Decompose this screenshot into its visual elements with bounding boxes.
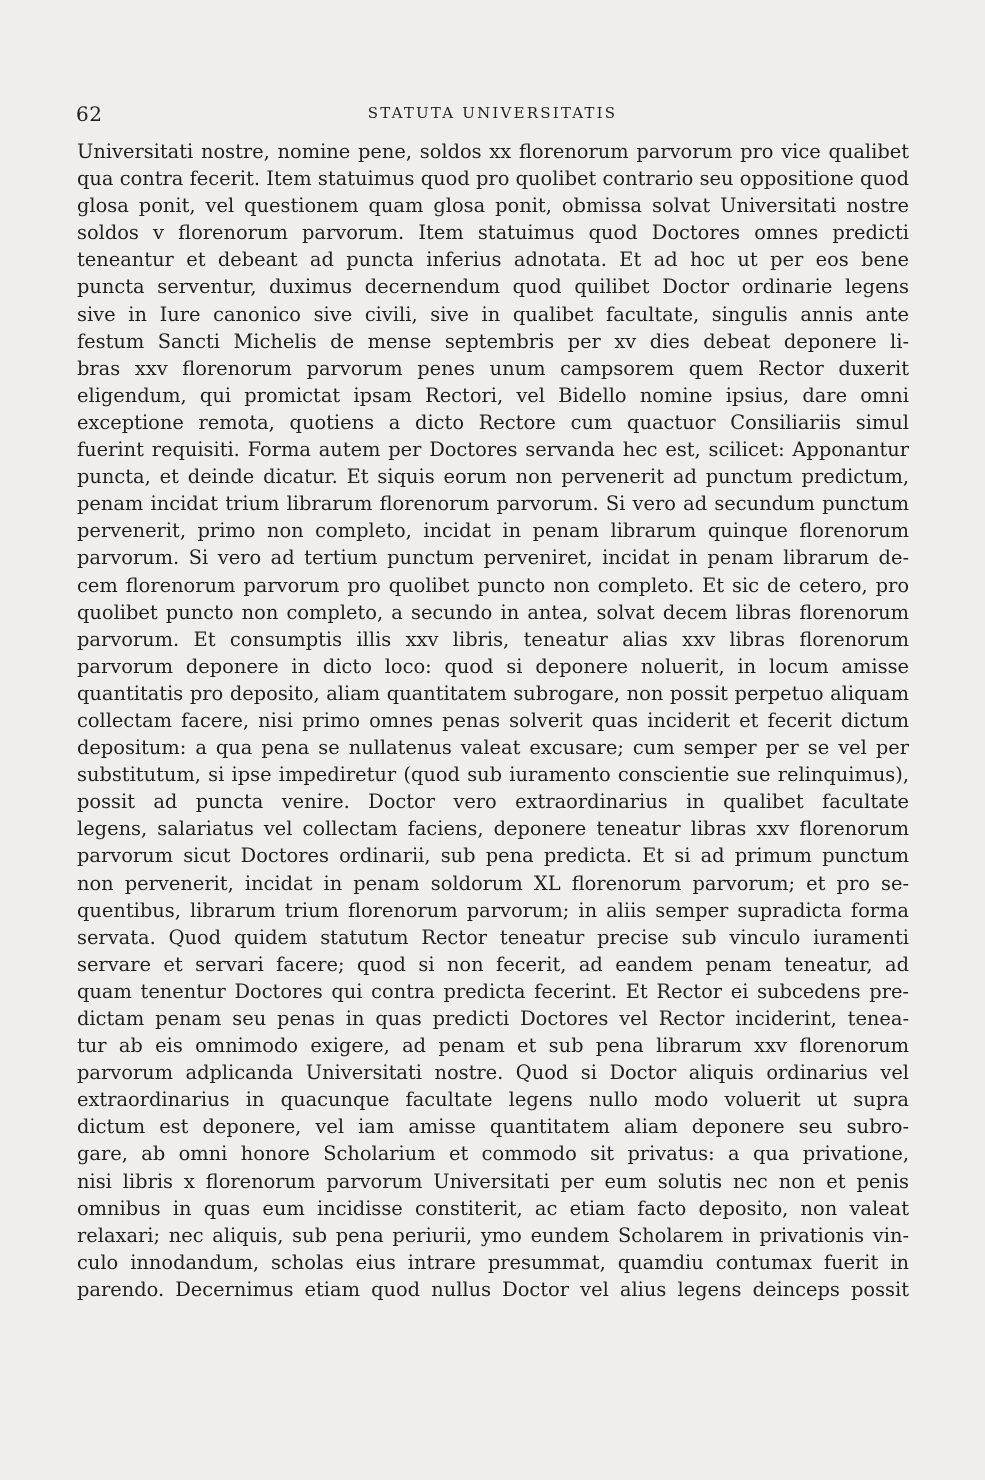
text-line: legens, salariatus vel collectam faciens, deponere teneatur libras xxv florenorum	[77, 817, 909, 841]
text-line: penam incidat trium librarum florenorum parvorum. Si vero ad secundum punctum	[77, 492, 909, 516]
text-line: collectam facere, nisi primo omnes penas solverit quas inciderit et fecerit dictum	[77, 708, 909, 732]
text-line: substitutum, si ipse impediretur (quod sub iuramento conscientie sue relinquimus),	[77, 763, 909, 787]
text-line: bras xxv florenorum parvorum penes unum campsorem quem Rector duxerit	[77, 356, 909, 380]
text-line: parvorum sicut Doctores ordinarii, sub pena predicta. Et si ad primum punctum	[77, 844, 909, 868]
text-line: fuerint requisiti. Forma autem per Doctores servanda hec est, scilicet: Apponantur	[77, 438, 909, 462]
text-line: dictam penam seu penas in quas predicti Doctores vel Rector inciderint, tenea-	[77, 1007, 909, 1030]
text-line: possit ad puncta venire. Doctor vero extraordinarius in qualibet facultate	[77, 790, 909, 814]
text-line: teneantur et debeant ad puncta inferius adnotata. Et ad hoc ut per eos bene	[77, 248, 909, 272]
text-line: servare et servari facere; quod si non fecerit, ad eandem penam teneatur, ad	[77, 952, 909, 976]
text-line: nisi libris x florenorum parvorum Universitati per eum solutis nec non et penis	[77, 1169, 909, 1193]
page-number: 62	[76, 102, 103, 126]
text-line: parvorum. Et consumptis illis xxv libris, teneatur alias xxv libras florenorum	[77, 627, 909, 651]
text-line: festum Sancti Michelis de mense septembris per xv dies debeat deponere li-	[77, 329, 909, 353]
text-line: gare, ab omni honore Scholarium et commodo sit privatus: a qua privatione,	[77, 1142, 909, 1166]
text-line: non pervenerit, incidat in penam soldorum XL florenorum parvorum; et pro se-	[77, 871, 909, 895]
text-line: exceptione remota, quotiens a dicto Rectore cum quactuor Consiliariis simul	[77, 410, 909, 434]
text-line: parvorum deponere in dicto loco: quod si deponere noluerit, in locum amisse	[77, 654, 909, 678]
text-line: extraordinarius in quacunque facultate legens nullo modo voluerit ut supra	[77, 1088, 909, 1112]
text-line: glosa ponit, vel questionem quam glosa ponit, obmissa solvat Universitati nostre	[77, 194, 909, 218]
text-line: culo innodandum, scholas eius intrare presummat, quamdiu contumax fuerit in	[77, 1250, 909, 1274]
statute-text-block	[77, 138, 909, 1303]
text-line: quam tenentur Doctores qui contra predicta fecerint. Et Rector ei subcedens pre-	[77, 979, 909, 1003]
text-line: soldos v florenorum parvorum. Item statuimus quod Doctores omnes predicti	[77, 221, 909, 245]
text-line: pervenerit, primo non completo, incidat in penam librarum quinque florenorum	[77, 519, 909, 543]
text-line: depositum: a qua pena se nullatenus valeat excusare; cum semper per se vel per	[77, 736, 909, 760]
text-line: Universitati nostre, nomine pene, soldos xx florenorum parvorum pro vice qualibet	[77, 140, 909, 163]
text-line: quolibet puncto non completo, a secundo in antea, solvat decem libras florenorum	[77, 600, 909, 624]
text-line: quantitatis pro deposito, aliam quantitatem subrogare, non possit perpetuo aliquam	[77, 681, 909, 705]
text-line: tur ab eis omnimodo exigere, ad penam et sub pena librarum xxv florenorum	[77, 1034, 909, 1058]
text-line: eligendum, qui promictat ipsam Rectori, vel Bidello nomine ipsius, dare omni	[77, 383, 909, 407]
text-line: servata. Quod quidem statutum Rector teneatur precise sub vinculo iuramenti	[77, 925, 909, 949]
text-line: relaxari; nec aliquis, sub pena periurii, ymo eundem Scholarem in privationis vin-	[77, 1223, 909, 1247]
text-line: dictum est deponere, vel iam amisse quantitatem aliam deponere seu subro-	[77, 1115, 909, 1139]
text-line: qua contra fecerit. Item statuimus quod pro quolibet contrario seu oppositione quod	[77, 167, 909, 191]
text-line: parendo. Decernimus etiam quod nullus Doctor vel alius legens deinceps possit	[77, 1277, 909, 1301]
text-line: puncta serventur, duximus decernendum quod quilibet Doctor ordinarie legens	[77, 275, 909, 299]
text-line: sive in Iure canonico sive civili, sive in qualibet facultate, singulis annis ante	[77, 302, 909, 326]
text-line: omnibus in quas eum incidisse constiterit, ac etiam facto deposito, non valeat	[77, 1196, 909, 1220]
text-line: parvorum. Si vero ad tertium punctum perveniret, incidat in penam librarum de-	[77, 546, 909, 570]
text-line: cem florenorum parvorum pro quolibet puncto non completo. Et sic de cetero, pro	[77, 573, 909, 597]
running-title: STATUTA UNIVERSITATIS	[367, 104, 618, 122]
text-line: parvorum adplicanda Universitati nostre. Quod si Doctor aliquis ordinarius vel	[77, 1061, 909, 1085]
text-line: puncta, et deinde dicatur. Et siquis eorum non pervenerit ad punctum predictum,	[77, 465, 909, 489]
text-line: quentibus, librarum trium florenorum parvorum; in aliis semper supradicta forma	[77, 898, 909, 922]
